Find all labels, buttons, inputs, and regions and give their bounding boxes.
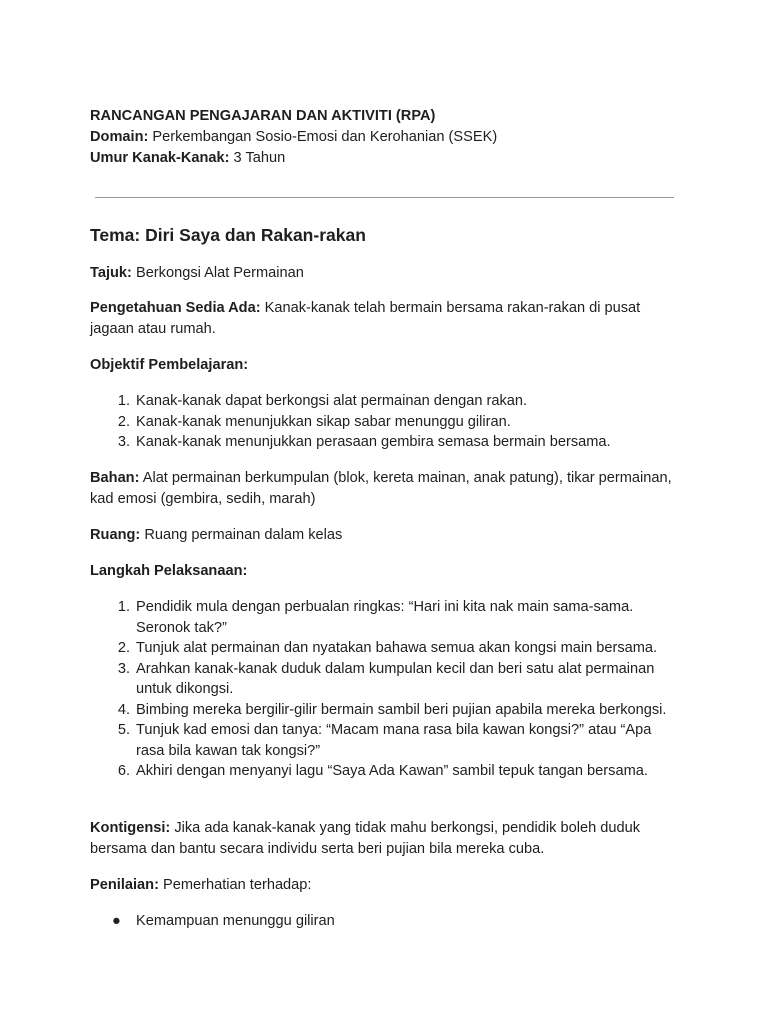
age-value: 3 Tahun [229,150,286,166]
steps-heading: Langkah Pelaksanaan: [90,563,248,579]
topic-value: Berkongsi Alat Permainan [131,265,304,281]
space-line [90,525,680,546]
list-item: 5. Tunjuk kad emosi dan tanya: “Macam mana rasa bila kawan kongsi?” atau “Apa rasa bila kawan tak kongsi?” [117,722,652,759]
steps-list [90,597,680,782]
materials-paragraph [90,468,680,509]
theme-heading: Tema: Diri Saya dan Rakan-rakan [90,225,366,245]
domain-label: Domain: [90,129,149,145]
topic-label: Tajuk: [90,265,132,281]
list-item: 1. Kanak-kanak dapat berkongsi alat permainan dengan rakan. [117,393,528,409]
space-label: Ruang: [90,527,141,543]
list-item: 2. Tunjuk alat permainan dan nyatakan bahawa semua akan kongsi main bersama. [117,640,658,656]
objectives-heading: Objektif Pembelajaran: [90,357,249,373]
list-item: ● Kemampuan menunggu giliran [90,911,680,932]
list-item: 3. Kanak-kanak menunjukkan perasaan gembira semasa bermain bersama. [117,434,611,450]
materials-value: Alat permainan berkumpulan (blok, kereta mainan, anak patung), tikar permainan, kad emosi (gembira, sedih, marah) [90,470,672,507]
prior-knowledge-paragraph [90,298,680,339]
space-value: Ruang permainan dalam kelas [140,527,343,543]
prior-knowledge-label: Pengetahuan Sedia Ada: [90,300,261,316]
bullet-icon: ● [112,913,121,929]
document-title: RANCANGAN PENGAJARAN DAN AKTIVITI (RPA) [90,108,436,124]
contingency-paragraph [90,818,680,859]
contingency-value: Jika ada kanak-kanak yang tidak mahu berkongsi, pendidik boleh duduk bersama dan bantu secara individu serta beri pujian bila mereka cuba. [90,820,641,857]
list-item: 1. Pendidik mula dengan perbualan ringkas: “Hari ini kita nak main sama-sama. Seronok tak?” [117,599,634,636]
assessment-line [90,875,680,896]
assessment-value: Pemerhatian terhadap: [158,877,312,893]
prior-knowledge-value: Kanak-kanak telah bermain bersama rakan-rakan di pusat jagaan atau rumah. [90,300,641,337]
assessment-label: Penilaian: [90,877,159,893]
objectives-list [90,391,680,453]
contingency-label: Kontigensi: [90,820,171,836]
document-header [90,106,690,169]
age-line [90,148,690,169]
list-item: 2. Kanak-kanak menunjukkan sikap sabar menunggu giliran. [117,413,511,430]
domain-value: Perkembangan Sosio-Emosi dan Kerohanian (SSEK) [148,129,498,145]
list-item: 3. Arahkan kanak-kanak duduk dalam kumpulan kecil dan beri satu alat permainan untuk dikongsi. [117,660,655,697]
horizontal-divider [95,197,674,198]
assessment-list [90,911,680,932]
topic-line [90,263,680,284]
domain-line [90,127,690,148]
materials-label: Bahan: [90,470,140,486]
list-item: 4. Bimbing mereka bergilir-gilir bermain sambil beri pujian apabila mereka berkongsi. [117,701,667,718]
list-item: 6. Akhiri dengan menyanyi lagu “Saya Ada Kawan” sambil tepuk tangan bersama. [117,763,648,779]
age-label: Umur Kanak-Kanak: [90,150,230,166]
